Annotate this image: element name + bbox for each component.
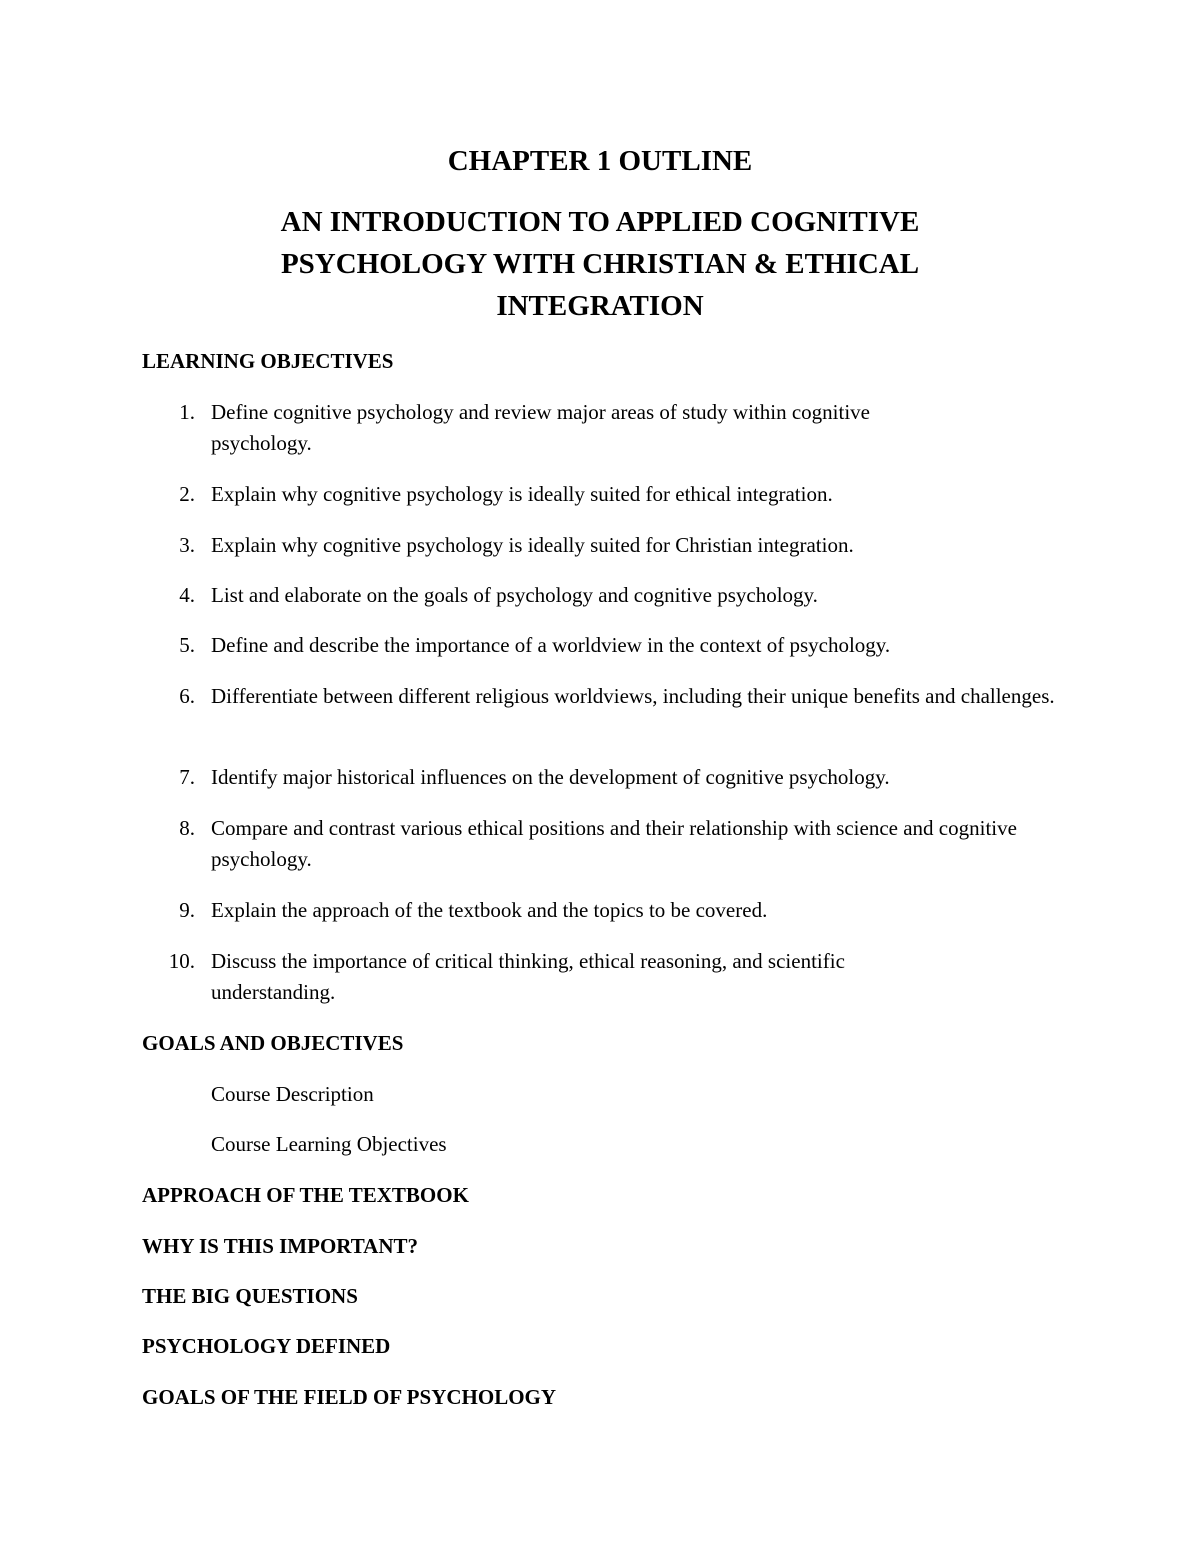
objective-text: Identify major historical influences on the development of cognitive psychology.	[211, 765, 890, 789]
approach-heading: APPROACH OF THE TEXTBOOK	[142, 1183, 469, 1207]
objective-text: Compare and contrast various ethical positions and their relationship with science and cognitive psychology.	[211, 816, 1017, 871]
course-description-item: Course Description	[211, 1082, 374, 1106]
objective-text: Explain the approach of the textbook and the topics to be covered.	[211, 898, 768, 922]
objective-number: 8.	[179, 816, 195, 840]
course-learning-objectives-item: Course Learning Objectives	[211, 1132, 447, 1156]
objective-text: Define cognitive psychology and review major areas of study within cognitive psychology.	[211, 400, 870, 455]
objective-number: 7.	[179, 765, 195, 789]
main-title-line: INTEGRATION	[496, 290, 704, 322]
goals-field-heading: GOALS OF THE FIELD OF PSYCHOLOGY	[142, 1385, 557, 1409]
objective-number: 5.	[179, 633, 195, 657]
objective-number: 3.	[179, 533, 195, 557]
main-title	[240, 201, 960, 327]
objective-text: Discuss the importance of critical thinking, ethical reasoning, and scientific understanding.	[211, 949, 845, 1004]
objective-text: Explain why cognitive psychology is ideally suited for ethical integration.	[211, 482, 833, 506]
objective-text: Differentiate between different religious worldviews, including their unique benefits and challenges.	[211, 684, 1055, 708]
why-important-heading: WHY IS THIS IMPORTANT?	[142, 1234, 419, 1258]
objective-text: List and elaborate on the goals of psychology and cognitive psychology.	[211, 583, 818, 607]
goals-and-objectives-heading: GOALS AND OBJECTIVES	[142, 1031, 404, 1055]
objective-text: Define and describe the importance of a worldview in the context of psychology.	[211, 633, 891, 657]
objective-number: 6.	[179, 684, 195, 708]
big-questions-heading: THE BIG QUESTIONS	[142, 1284, 358, 1308]
objective-number: 4.	[179, 583, 195, 607]
objective-number: 9.	[179, 898, 195, 922]
main-title-line: PSYCHOLOGY WITH CHRISTIAN & ETHICAL	[280, 248, 920, 280]
psychology-defined-heading: PSYCHOLOGY DEFINED	[142, 1334, 391, 1358]
chapter-title: CHAPTER 1 OUTLINE	[447, 145, 753, 177]
objective-number: 1.	[179, 400, 195, 424]
objective-text: Explain why cognitive psychology is ideally suited for Christian integration.	[211, 533, 854, 557]
learning-objectives-heading: LEARNING OBJECTIVES	[142, 349, 394, 373]
objective-number: 10.	[168, 949, 195, 973]
objective-number: 2.	[179, 482, 195, 506]
main-title-line: AN INTRODUCTION TO APPLIED COGNITIVE	[280, 206, 920, 238]
